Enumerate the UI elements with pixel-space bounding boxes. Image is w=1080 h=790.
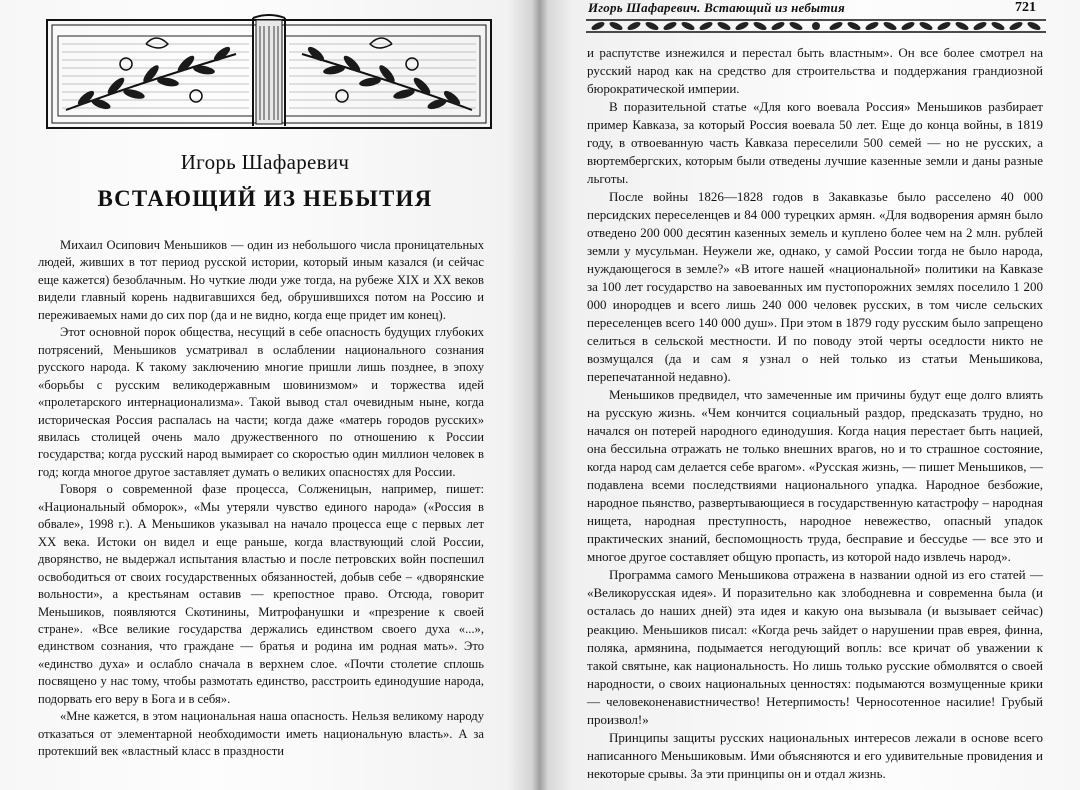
paragraph: В поразительной статье «Для кого воевала Россия» Меньшиков разбирает пример Кавказа, за который Россия воевала 50 лет. Еще до конца войны, в 1819 году, в отвоеванную часть Кавказа переселили 500 семей — но не русских, а вюртембергских, которым были отведены лучшие казенные земли и даны разные льготы. (587, 99, 1043, 187)
paragraph: После войны 1826—1828 годов в Закавказье было расселено 40 000 персидских переселенцев и 84 000 турецких армян. «Для водворения армян было отведено 200 000 десятин казенных земель и куплено более чем на 2 млн. рублей земли у мусульман. Неужели же, однако, у самой России тогда не было народа, нуждающегося в земле?» «В итоге нашей «национальной» политики на Кавказе за 100 лет государство на завоеванных им пустопорожних землях поселило 1 200 000 инородцев и всего лишь 240 000 человек русских, в том числе сельских переселенцев всего 140 000 душ». При этом в 1879 году русским было запрещено селиться в сельской местности. И по поводу этой черты оседлости никто не возмущался (да и сам я узнал о ней только из статьи Меньшикова, перепечатанной недавно). (587, 189, 1043, 385)
book-gutter (532, 0, 548, 790)
paragraph: Говоря о современной фазе процесса, Солженицын, например, пишет: «Национальный обморок», «Мы утеряли чувство единого народа» («Россия в обвале», 1998 г.). А Меньшиков указывал на начало процесса еще с первых лет XX века. Истоки он видел и еще раньше, когда властвующий слой России, дворянство, не выдержал испытания властью и после петровских войн поспешил освободиться от своих государственных обязанностей, добыв себе – «дворянские вольности», а крестьянам оставив — крепостное право. Отсюда, говорит Меньшиков, появляются Скотинины, Митрофанушки и «презрение к своей стране». «Все великие государства держались единством своего духа «...», единством сознания, что граждане — братья и родина им родная мать». Это «единство духа» и ослабло сначала в верхнем слое. «Почти столетие сплошь посвящено у нас тому, чтобы размотать единство, расстроить единодушие народа, подорвать его веру в Бога и в себя». (38, 482, 484, 706)
paragraph: Этот основной порок общества, несущий в себе опасность будущих глубоких потрясений, Меньшиков усматривал в ослаблении национального сознания русского народа. К такому заключению многие пришли лишь позднее, в эпоху «борьбы с русским великодержавным шовинизмом» и торжества идей «пролетарского интернационализма». Такой вывод стал очевидным ныне, когда историческая Россия распалась на части; когда даже «матерь городов русских» явилась столицей очень мало дружественного по отношению к России государства; когда русский народ вымирает со скоростью один миллион человек в год; когда многое другое заставляет думать о великих опасностях для России. (38, 325, 484, 479)
header-ornament-illustration (46, 14, 492, 132)
paragraph: Принципы защиты русских национальных интересов лежали в основе всего написанного Меньшиковым. Ими объясняются и его удивительные провидения и некоторые срывы. За эти принципы он и отдал жизнь. (587, 729, 1043, 781)
left-text-column (38, 237, 484, 761)
page-number: 721 (1015, 0, 1036, 15)
paragraph: Меньшиков предвидел, что замеченные им причины будут еще долго влиять на русскую жизнь. «Чем кончится социальный раздор, предсказать трудно, но начался он потерей народного единодушия. Когда нация перестает быть нацией, она бессильна отражать не только внешних врагов, но и то страшное состояние, когда народ сам делается себе врагом». «Русская жизнь, — пишет Меньшиков, — подавлена всеми последствиями национального упадка. Народное безбожие, народное пьянство, развертывающиеся в государственную катастрофу – народная нищета, народная преступность, народное невежество, опасный упадок практических знаний, беспомощность труда, бесправие и бессудье — все это и многое другое составляет общую пропасть, из которой надо извлечь народ». (587, 387, 1043, 565)
paragraph: и распутстве изнежился и перестал быть властным». Он все более смотрел на русский народ как на средство для строительства и поддержания грандиозной бюрократической империи. (587, 45, 1043, 97)
article-author: Игорь Шафаревич (180, 150, 350, 174)
right-text-column (587, 44, 1043, 783)
running-head: Игорь Шафаревич. Встающий из небытия (588, 0, 845, 15)
decorative-rule (586, 18, 1046, 34)
paragraph: Михаил Осипович Меньшиков — один из небольшого числа проницательных людей, живших в тот период русской истории, который иным казался (и сейчас еще кажется) безоблачным. Но чуткие люди уже тогда, на рубеже XIX и XX веков видели главный корень надвигавшихся бед, обрушившихся потом на Россию и переживаемых нами до сих пор (да и не видно, когда еще придет им конец). (38, 238, 484, 322)
article-title: ВСТАЮЩИЙ ИЗ НЕБЫТИЯ (97, 186, 433, 211)
paragraph: Программа самого Меньшикова отражена в названии одной из его статей — «Великорусская идея». И поразительно как злободневна и современна была (и осталась до наших дней) эта идея и какую она вызывала (и вызывает сейчас) реакцию. Меньшиков писал: «Когда речь зайдет о нарушении прав еврея, финна, поляка, армянина, подымается негодующий вопль: все кричат об уважении к такой святыне, как национальность. Но лишь только русские обмолвятся о своей народности, о своих национальных ценностях: подымаются возмущенные крики — человеконенавистничество! Нетерпимость! Черносотенное насилие! Грубый произвол!» (587, 567, 1043, 727)
paragraph: «Мне кажется, в этом национальная наша опасность. Нельзя великому народу отказаться от элементарной необходимости иметь национальную власть». А за протекший век «властный класс в праздности (38, 709, 484, 759)
